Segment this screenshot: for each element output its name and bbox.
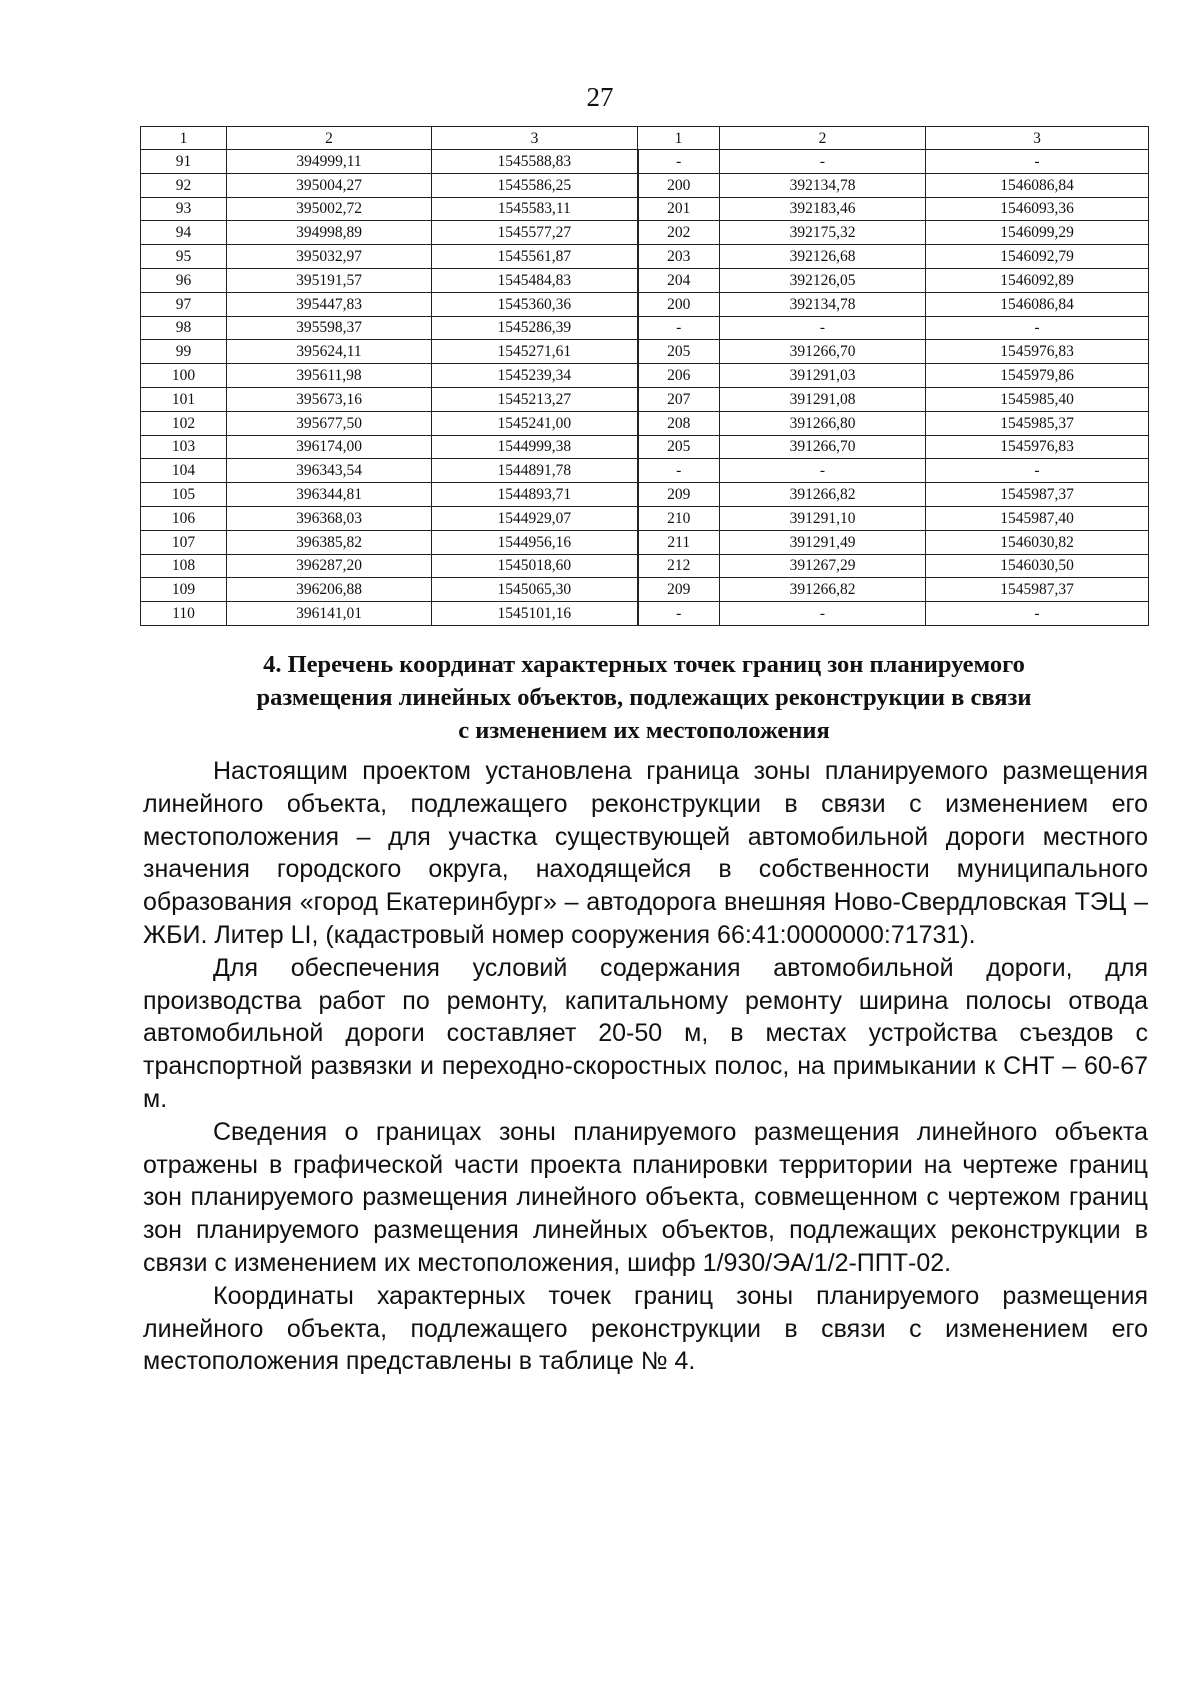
- cell-y: 1545586,25: [432, 173, 638, 197]
- cell-point-number-2: 211: [638, 530, 720, 554]
- cell-x: 396141,01: [227, 602, 432, 626]
- cell-x-2: 391266,82: [720, 578, 926, 602]
- cell-x-2: 391266,70: [720, 340, 926, 364]
- table-row: [141, 459, 1149, 483]
- cell-y-2: 1546030,82: [926, 530, 1149, 554]
- cell-x-2: -: [720, 150, 926, 174]
- heading-line: 4. Перечень координат характерных точек границ зон планируемого: [263, 651, 1025, 678]
- cell-y-2: -: [926, 602, 1149, 626]
- coordinates-table: [140, 126, 1149, 626]
- table-row: [141, 602, 1149, 626]
- cell-x: 395002,72: [227, 197, 432, 221]
- cell-point-number-2: 205: [638, 435, 720, 459]
- cell-x-2: 392183,46: [720, 197, 926, 221]
- cell-x-2: 392126,68: [720, 245, 926, 269]
- cell-x: 396385,82: [227, 530, 432, 554]
- cell-x: 395673,16: [227, 387, 432, 411]
- cell-x: 395598,37: [227, 316, 432, 340]
- cell-y-2: 1545987,40: [926, 506, 1149, 530]
- cell-x-2: 391266,70: [720, 435, 926, 459]
- cell-y: 1544893,71: [432, 483, 638, 507]
- cell-y-2: 1546099,29: [926, 221, 1149, 245]
- table-row: [141, 150, 1149, 174]
- table-row: [141, 578, 1149, 602]
- cell-x-2: -: [720, 316, 926, 340]
- cell-point-number: 98: [141, 316, 227, 340]
- cell-x-2: 391266,80: [720, 411, 926, 435]
- cell-x: 396368,03: [227, 506, 432, 530]
- cell-y: 1544956,16: [432, 530, 638, 554]
- cell-y: 1545239,34: [432, 364, 638, 388]
- cell-x: 396343,54: [227, 459, 432, 483]
- cell-x: 394998,89: [227, 221, 432, 245]
- cell-point-number: 97: [141, 292, 227, 316]
- cell-y-2: 1545976,83: [926, 340, 1149, 364]
- table-row: [141, 221, 1149, 245]
- cell-point-number: 105: [141, 483, 227, 507]
- cell-point-number-2: 200: [638, 292, 720, 316]
- cell-y: 1545018,60: [432, 554, 638, 578]
- table-body: [141, 150, 1149, 626]
- cell-point-number-2: -: [638, 602, 720, 626]
- cell-y-2: 1546086,84: [926, 292, 1149, 316]
- cell-x-2: -: [720, 602, 926, 626]
- cell-point-number-2: -: [638, 459, 720, 483]
- table-row: [141, 387, 1149, 411]
- cell-y-2: 1546030,50: [926, 554, 1149, 578]
- header-point-number-2: 1: [638, 127, 720, 150]
- cell-point-number: 109: [141, 578, 227, 602]
- cell-y-2: 1545976,83: [926, 435, 1149, 459]
- cell-y-2: 1545985,40: [926, 387, 1149, 411]
- cell-y: 1545588,83: [432, 150, 638, 174]
- cell-y-2: 1546092,79: [926, 245, 1149, 269]
- table-row: [141, 483, 1149, 507]
- cell-point-number: 101: [141, 387, 227, 411]
- cell-x-2: 391266,82: [720, 483, 926, 507]
- cell-y: 1545286,39: [432, 316, 638, 340]
- cell-x: 395624,11: [227, 340, 432, 364]
- cell-point-number: 91: [141, 150, 227, 174]
- cell-y: 1544891,78: [432, 459, 638, 483]
- cell-point-number: 106: [141, 506, 227, 530]
- cell-point-number: 107: [141, 530, 227, 554]
- cell-x: 395004,27: [227, 173, 432, 197]
- table-row: [141, 316, 1149, 340]
- cell-x: 396206,88: [227, 578, 432, 602]
- cell-y: 1545360,36: [432, 292, 638, 316]
- cell-y-2: -: [926, 150, 1149, 174]
- header-x: 2: [227, 127, 432, 150]
- cell-x: 396174,00: [227, 435, 432, 459]
- cell-point-number-2: 210: [638, 506, 720, 530]
- cell-point-number: 110: [141, 602, 227, 626]
- table-row: [141, 364, 1149, 388]
- cell-point-number-2: -: [638, 150, 720, 174]
- cell-x-2: 392175,32: [720, 221, 926, 245]
- heading-line: размещения линейных объектов, подлежащих реконструкции в связи: [256, 684, 1032, 711]
- table-row: [141, 197, 1149, 221]
- page-number: 27: [586, 82, 614, 112]
- cell-x: 395447,83: [227, 292, 432, 316]
- cell-y-2: 1545985,37: [926, 411, 1149, 435]
- cell-point-number-2: 204: [638, 268, 720, 292]
- table-row: [141, 245, 1149, 269]
- header-y-2: 3: [926, 127, 1149, 150]
- cell-point-number-2: 209: [638, 578, 720, 602]
- header-y: 3: [432, 127, 638, 150]
- paragraph: Настоящим проектом установлена граница зоны планируемого размещения линейного объекта, подлежащего реконструкции в связи с изменением его местоположения – для участка существующей автомобильной дороги местного значения городского округа, находящейся в собственности муниципального образования «город Екатеринбург» – автодорога внешняя Ново-Свердловская ТЭЦ – ЖБИ. Литер LI, (кадастровый номер сооружения 66:41:0000000:71731).: [143, 757, 1148, 949]
- cell-point-number: 103: [141, 435, 227, 459]
- cell-x-2: 392134,78: [720, 173, 926, 197]
- paragraph: Координаты характерных точек границ зоны планируемого размещения линейного объекта, подлежащего реконструкции в связи с изменением его местоположения представлены в таблице № 4.: [143, 1281, 1148, 1376]
- cell-y: 1544929,07: [432, 506, 638, 530]
- cell-y-2: 1545979,86: [926, 364, 1149, 388]
- cell-point-number-2: 206: [638, 364, 720, 388]
- cell-y: 1545577,27: [432, 221, 638, 245]
- cell-point-number: 100: [141, 364, 227, 388]
- cell-y: 1545271,61: [432, 340, 638, 364]
- cell-x: 395611,98: [227, 364, 432, 388]
- cell-x-2: 392134,78: [720, 292, 926, 316]
- cell-point-number: 96: [141, 268, 227, 292]
- cell-y: 1545561,87: [432, 245, 638, 269]
- cell-y-2: 1545987,37: [926, 578, 1149, 602]
- cell-point-number-2: 209: [638, 483, 720, 507]
- cell-x-2: 391291,10: [720, 506, 926, 530]
- cell-x: 394999,11: [227, 150, 432, 174]
- table-row: [141, 506, 1149, 530]
- cell-point-number: 102: [141, 411, 227, 435]
- cell-x-2: 391291,03: [720, 364, 926, 388]
- section-heading: [140, 648, 1148, 747]
- paragraph: Для обеспечения условий содержания автомобильной дороги, для производства работ по ремонту, капитальному ремонту ширина полосы отвода автомобильной дороги составляет 20-50 м, в местах устройства съездов с транспортной развязки и переходно-скоростных полос, на примыкании к СНТ – 60-67 м.: [143, 953, 1148, 1113]
- cell-y: 1545213,27: [432, 387, 638, 411]
- cell-point-number-2: 207: [638, 387, 720, 411]
- cell-point-number-2: 205: [638, 340, 720, 364]
- cell-point-number: 99: [141, 340, 227, 364]
- cell-point-number: 92: [141, 173, 227, 197]
- cell-point-number: 94: [141, 221, 227, 245]
- cell-point-number: 108: [141, 554, 227, 578]
- cell-x: 396287,20: [227, 554, 432, 578]
- cell-x: 395677,50: [227, 411, 432, 435]
- cell-x-2: 391267,29: [720, 554, 926, 578]
- cell-point-number: 93: [141, 197, 227, 221]
- cell-point-number-2: 200: [638, 173, 720, 197]
- cell-y-2: 1545987,37: [926, 483, 1149, 507]
- cell-point-number: 95: [141, 245, 227, 269]
- table-row: [141, 340, 1149, 364]
- cell-x: 395191,57: [227, 268, 432, 292]
- cell-x-2: 391291,49: [720, 530, 926, 554]
- table-row: [141, 554, 1149, 578]
- table-row: [141, 435, 1149, 459]
- cell-y: 1545241,00: [432, 411, 638, 435]
- section-body: [143, 755, 1148, 1378]
- table-row: [141, 411, 1149, 435]
- cell-x-2: 391291,08: [720, 387, 926, 411]
- cell-x-2: 392126,05: [720, 268, 926, 292]
- cell-y: 1544999,38: [432, 435, 638, 459]
- cell-point-number-2: 203: [638, 245, 720, 269]
- table-row: [141, 530, 1149, 554]
- cell-y-2: 1546092,89: [926, 268, 1149, 292]
- cell-y: 1545583,11: [432, 197, 638, 221]
- table-header-row: [141, 127, 1149, 150]
- paragraph: Сведения о границах зоны планируемого размещения линейного объекта отражены в графической части проекта планировки территории на чертеже границ зон планируемого размещения линейного объекта, совмещенном с чертежом границ зон планируемого размещения линейных объектов, подлежащих реконструкции в связи с изменением их местоположения, шифр 1/930/ЭА/1/2-ППТ-02.: [143, 1117, 1148, 1277]
- table-row: [141, 173, 1149, 197]
- cell-y-2: -: [926, 459, 1149, 483]
- header-point-number: 1: [141, 127, 227, 150]
- cell-point-number: 104: [141, 459, 227, 483]
- table-row: [141, 268, 1149, 292]
- heading-line: с изменением их местоположения: [458, 717, 830, 744]
- cell-point-number-2: 202: [638, 221, 720, 245]
- cell-y-2: 1546093,36: [926, 197, 1149, 221]
- cell-y: 1545101,16: [432, 602, 638, 626]
- cell-y-2: 1546086,84: [926, 173, 1149, 197]
- cell-point-number-2: 212: [638, 554, 720, 578]
- cell-y: 1545484,83: [432, 268, 638, 292]
- cell-y-2: -: [926, 316, 1149, 340]
- cell-x: 396344,81: [227, 483, 432, 507]
- cell-x: 395032,97: [227, 245, 432, 269]
- cell-y: 1545065,30: [432, 578, 638, 602]
- table-row: [141, 292, 1149, 316]
- cell-point-number-2: -: [638, 316, 720, 340]
- header-x-2: 2: [720, 127, 926, 150]
- cell-point-number-2: 208: [638, 411, 720, 435]
- cell-x-2: -: [720, 459, 926, 483]
- cell-point-number-2: 201: [638, 197, 720, 221]
